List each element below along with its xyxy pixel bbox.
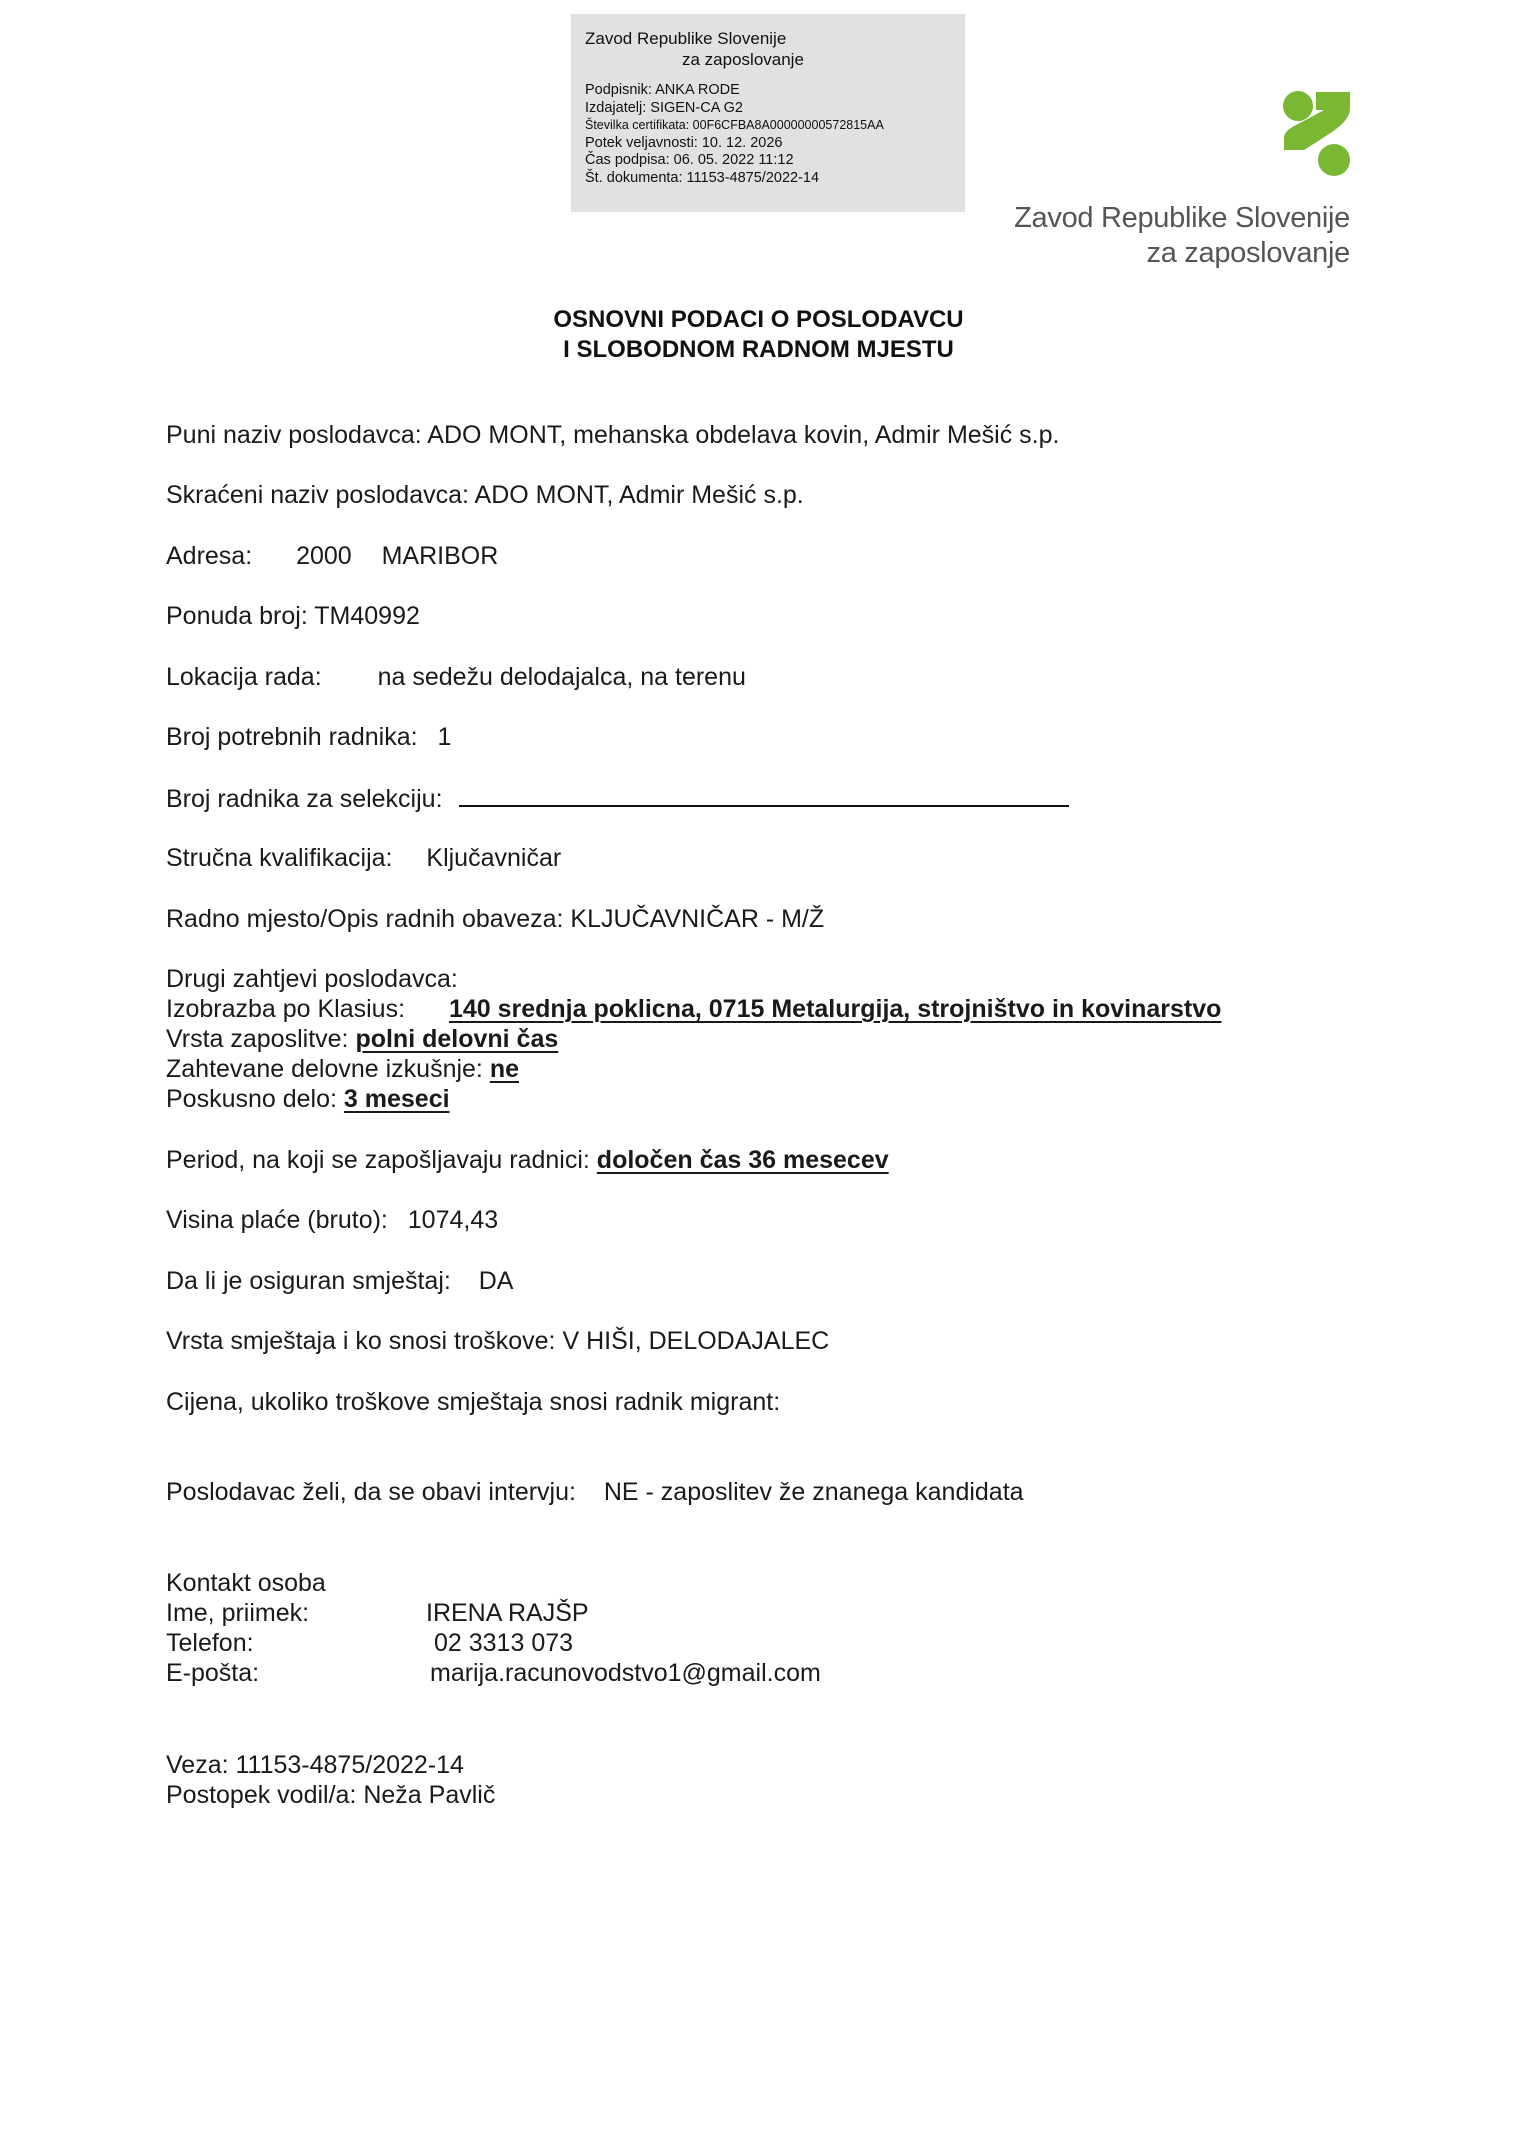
contact-name-row xyxy=(166,1598,589,1628)
workers-needed-label: Broj potrebnih radnika: xyxy=(166,723,418,751)
housing-type-label: Vrsta smještaja i ko snosi troškove: xyxy=(166,1327,556,1355)
salary-label: Visina plaće (bruto): xyxy=(166,1206,388,1234)
field-housing xyxy=(166,1266,513,1296)
experience-label: Zahtevane delovne izkušnje: xyxy=(166,1055,483,1083)
footer-handled-by: Postopek vodil/a: Neža Pavlič xyxy=(166,1781,496,1809)
other-req-label: Drugi zahtjevi poslodavca: xyxy=(166,965,458,993)
field-interview xyxy=(166,1477,1024,1507)
field-qualification xyxy=(166,843,561,873)
education-value: 140 srednja poklicna, 0715 Metalurgija, strojništvo in kovinarstvo xyxy=(448,995,1222,1023)
address-city: MARIBOR xyxy=(381,542,499,570)
zrss-logo xyxy=(1010,90,1360,270)
field-position xyxy=(166,904,824,934)
field-experience xyxy=(166,1054,519,1084)
selection-label: Broj radnika za selekciju: xyxy=(166,785,443,813)
field-trial xyxy=(166,1084,450,1114)
qualification-label: Stručna kvalifikacija: xyxy=(166,844,393,872)
location-value: na sedežu delodajalca, na terenu xyxy=(377,663,746,691)
contact-name-label: Ime, priimek: xyxy=(166,1599,310,1627)
signature-validity: Potek veljavnosti: 10. 12. 2026 xyxy=(585,134,783,151)
zrss-logo-icon xyxy=(1280,90,1352,178)
field-employment-type xyxy=(166,1024,558,1054)
period-value: določen čas 36 mesecev xyxy=(596,1146,889,1174)
digital-signature-box xyxy=(571,14,965,212)
interview-label: Poslodavac želi, da se obavi intervju: xyxy=(166,1478,576,1506)
education-label: Izobrazba po Klasius: xyxy=(166,995,406,1023)
trial-value: 3 meseci xyxy=(343,1085,450,1113)
field-workers-needed xyxy=(166,722,451,752)
contact-heading: Kontakt osoba xyxy=(166,1569,326,1597)
title-line2: I SLOBODNOM RADNOM MJESTU xyxy=(563,336,954,363)
field-selection xyxy=(166,783,1069,814)
field-period xyxy=(166,1145,889,1175)
housing-cost-label: Cijena, ukoliko troškove smještaja snosi radnik migrant: xyxy=(166,1388,781,1416)
title-line1: OSNOVNI PODACI O POSLODAVCU xyxy=(553,306,964,333)
field-salary xyxy=(166,1205,498,1235)
signature-time: Čas podpisa: 06. 05. 2022 11:12 xyxy=(585,152,794,168)
housing-label: Da li je osiguran smještaj: xyxy=(166,1267,451,1295)
contact-name-value: IRENA RAJŠP xyxy=(426,1599,589,1627)
location-label: Lokacija rada: xyxy=(166,663,322,691)
signature-issuer: Izdajatelj: SIGEN-CA G2 xyxy=(585,99,743,116)
field-education xyxy=(166,994,1221,1024)
full-name-label: Puni naziv poslodavca: xyxy=(166,421,422,449)
housing-value: DA xyxy=(478,1267,514,1295)
interview-value: NE - zaposlitev že znanega kandidata xyxy=(603,1478,1024,1506)
signature-org-line2: za zaposlovanje xyxy=(682,50,804,69)
field-other-requirements xyxy=(166,964,458,994)
signature-signer: Podpisnik: ANKA RODE xyxy=(585,82,740,98)
field-housing-cost xyxy=(166,1387,780,1417)
field-housing-type xyxy=(166,1326,829,1356)
position-value: KLJUČAVNIČAR - M/Ž xyxy=(570,905,825,933)
contact-phone-row xyxy=(166,1628,573,1658)
field-full-name xyxy=(166,420,1059,450)
short-name-label: Skraćeni naziv poslodavca: xyxy=(166,481,469,509)
contact-phone-label: Telefon: xyxy=(166,1629,254,1657)
logo-text-line1: Zavod Republike Slovenije xyxy=(1014,202,1350,234)
position-label: Radno mjesto/Opis radnih obaveza: xyxy=(166,905,564,933)
logo-text-line2: za zaposlovanje xyxy=(1146,237,1350,269)
footer-reference: Veza: 11153-4875/2022-14 xyxy=(166,1751,464,1779)
qualification-value: Ključavničar xyxy=(426,844,562,872)
trial-label: Poskusno delo: xyxy=(166,1085,337,1113)
signature-doc-number: Št. dokumenta: 11153-4875/2022-14 xyxy=(585,169,820,186)
contact-email-value[interactable]: marija.racunovodstvo1@gmail.com xyxy=(430,1659,821,1687)
address-label: Adresa: xyxy=(166,542,253,570)
contact-phone-value: 02 3313 073 xyxy=(434,1629,574,1657)
experience-value: ne xyxy=(489,1055,520,1083)
workers-needed-value: 1 xyxy=(437,723,452,751)
salary-value: 1074,43 xyxy=(407,1206,499,1234)
field-address xyxy=(166,541,498,571)
selection-blank-line xyxy=(459,783,1069,807)
full-name-value: ADO MONT, mehanska obdelava kovin, Admir Mešić s.p. xyxy=(427,421,1060,449)
housing-type-value: V HIŠI, DELODAJALEC xyxy=(562,1327,830,1355)
field-location xyxy=(166,662,746,692)
offer-value: TM40992 xyxy=(314,602,420,630)
contact-email-row xyxy=(166,1658,821,1688)
contact-email-label: E-pošta: xyxy=(166,1659,260,1687)
employment-type-label: Vrsta zaposlitve: xyxy=(166,1025,349,1053)
short-name-value: ADO MONT, Admir Mešić s.p. xyxy=(474,481,804,509)
field-short-name xyxy=(166,480,804,510)
signature-cert-number: Številka certifikata: 00F6CFBA8A00000000572815AA xyxy=(585,118,884,132)
address-postcode: 2000 xyxy=(296,542,352,570)
employment-type-value: polni delovni čas xyxy=(355,1025,559,1053)
period-label: Period, na koji se zapošljavaju radnici: xyxy=(166,1146,590,1174)
offer-label: Ponuda broj: xyxy=(166,602,308,630)
document-title xyxy=(0,305,1517,365)
field-offer-number xyxy=(166,601,420,631)
signature-org-line1: Zavod Republike Slovenije xyxy=(585,29,787,48)
